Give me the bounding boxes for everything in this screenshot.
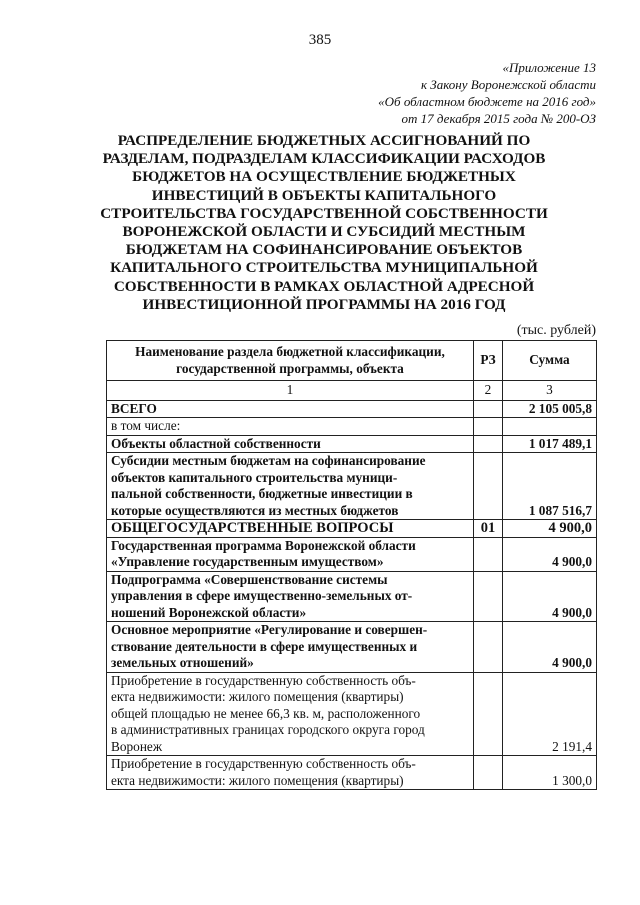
row-rz (474, 435, 503, 453)
appendix-line: «Об областном бюджете на 2016 год» (378, 94, 596, 109)
title-line: КАПИТАЛЬНОГО СТРОИТЕЛЬСТВА МУНИЦИПАЛЬНОЙ (110, 259, 538, 277)
row-rz (474, 453, 503, 520)
row-sum (503, 418, 597, 436)
table-header-row (107, 341, 597, 381)
row-rz (474, 672, 503, 756)
row-name: Приобретение в государственную собственность объ- екта недвижимости: жилого помещения (квартиры) (107, 756, 474, 790)
budget-table (106, 340, 597, 790)
row-name: Объекты областной собственности (107, 435, 474, 453)
table-row (107, 537, 597, 571)
row-name: в том числе: (107, 418, 474, 436)
row-name: Приобретение в государственную собственность объ- екта недвижимости: жилого помещения (квартиры) общей площадью не менее 66,3 кв. м, расположенного в административных границах городского округа город Воронеж (107, 672, 474, 756)
row-sum: 4 900,0 (503, 622, 597, 673)
row-rz (474, 537, 503, 571)
title-line: ВОРОНЕЖСКОЙ ОБЛАСТИ И СУБСИДИЙ МЕСТНЫМ (122, 223, 526, 241)
appendix-line: к Закону Воронежской области (420, 77, 596, 92)
row-rz (474, 400, 503, 418)
row-sum: 1 017 489,1 (503, 435, 597, 453)
title-line: ИНВЕСТИЦИЙ В ОБЪЕКТЫ КАПИТАЛЬНОГО (151, 186, 497, 204)
column-index-row (107, 381, 597, 401)
header-sum: Сумма (503, 341, 597, 381)
header-name: Наименование раздела бюджетной классификации, государственной программы, объекта (107, 341, 474, 381)
table-row (107, 435, 597, 453)
row-name: ВСЕГО (107, 400, 474, 418)
table-row (107, 418, 597, 436)
table-row (107, 400, 597, 418)
title-line: БЮДЖЕТОВ НА ОСУЩЕСТВЛЕНИЕ БЮДЖЕТНЫХ (132, 168, 516, 186)
row-name: ОБЩЕГОСУДАРСТВЕННЫЕ ВОПРОСЫ (107, 520, 474, 538)
title-line: РАЗДЕЛАМ, ПОДРАЗДЕЛАМ КЛАССИФИКАЦИИ РАСХОДОВ (102, 150, 546, 168)
row-sum: 4 900,0 (503, 571, 597, 622)
header-rz: РЗ (474, 341, 503, 381)
index-cell: 2 (474, 381, 503, 401)
title-line: СОБСТВЕННОСТИ В РАМКАХ ОБЛАСТНОЙ АДРЕСНОЙ (113, 277, 535, 295)
table-row (107, 571, 597, 622)
document-title (80, 132, 568, 314)
index-cell: 1 (107, 381, 474, 401)
row-name: Государственная программа Воронежской области «Управление государственным имуществом» (107, 537, 474, 571)
row-sum: 2 191,4 (503, 672, 597, 756)
row-name: Основное мероприятие «Регулирование и совершен- ствование деятельности в сфере имущественных и земельных отношений» (107, 622, 474, 673)
title-line: БЮДЖЕТАМ НА СОФИНАНСИРОВАНИЕ ОБЪЕКТОВ (125, 241, 523, 259)
appendix-reference (378, 59, 596, 127)
row-rz (474, 622, 503, 673)
table-row (107, 756, 597, 790)
row-sum: 1 300,0 (503, 756, 597, 790)
row-sum: 4 900,0 (503, 537, 597, 571)
table-row (107, 520, 597, 538)
title-line: РАСПРЕДЕЛЕНИЕ БЮДЖЕТНЫХ АССИГНОВАНИЙ ПО (117, 132, 531, 149)
page-number: 385 (308, 32, 332, 48)
title-line: ИНВЕСТИЦИОННОЙ ПРОГРАММЫ НА 2016 ГОД (142, 295, 506, 313)
units-label: (тыс. рублей) (516, 323, 596, 338)
table-row (107, 672, 597, 756)
row-sum: 1 087 516,7 (503, 453, 597, 520)
row-name: Подпрограмма «Совершенствование системы управления в сфере имущественно-земельных от- ношений Воронежской области» (107, 571, 474, 622)
appendix-line: «Приложение 13 (502, 60, 596, 75)
row-rz (474, 756, 503, 790)
appendix-line: от 17 декабря 2015 года № 200-ОЗ (401, 111, 596, 126)
row-rz: 01 (474, 520, 503, 538)
row-rz (474, 418, 503, 436)
table-row (107, 453, 597, 520)
title-line: СТРОИТЕЛЬСТВА ГОСУДАРСТВЕННОЙ СОБСТВЕННОСТИ (100, 204, 548, 222)
row-sum: 2 105 005,8 (503, 400, 597, 418)
table-row (107, 622, 597, 673)
row-name: Субсидии местным бюджетам на софинансирование объектов капитального строительства муници- пальной собственности, бюджетные инвестиции в которые осуществляются из местных бюджетов (107, 453, 474, 520)
row-sum: 4 900,0 (503, 520, 597, 538)
row-rz (474, 571, 503, 622)
index-cell: 3 (503, 381, 597, 401)
